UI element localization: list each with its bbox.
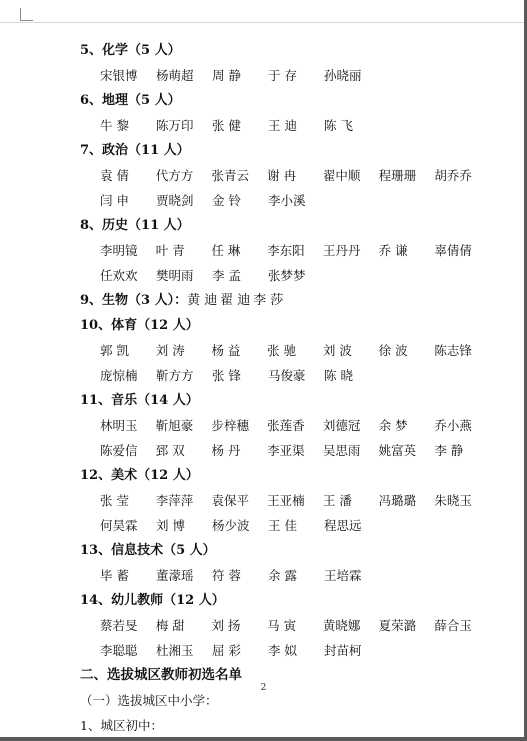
name-list	[80, 413, 490, 438]
teacher-name: 程珊珊	[378, 168, 417, 183]
teacher-name: 程思远	[324, 518, 362, 533]
teacher-name: 刘 博	[156, 518, 185, 533]
teacher-name: 叶 青	[155, 243, 185, 258]
group-heading-biology	[80, 288, 490, 313]
name-list	[80, 113, 490, 138]
teacher-name: 袁 倩	[100, 168, 129, 183]
teacher-name: 贾晓剑	[156, 193, 194, 208]
teacher-name: 周 静	[212, 68, 241, 83]
teacher-name: 徐 波	[378, 343, 408, 358]
teacher-name: 宋银博	[100, 68, 138, 83]
group-heading-chemistry: 5、化学（5 人）	[80, 43, 181, 58]
teacher-name: 张 健	[212, 118, 241, 133]
teacher-name: 胡乔乔	[434, 168, 472, 183]
teacher-name: 靳方方	[156, 368, 194, 383]
teacher-name: 余 梦	[378, 418, 408, 433]
teacher-name: 王 佳	[268, 518, 297, 533]
teacher-name: 代方方	[155, 168, 194, 183]
teacher-name: 李萍萍	[155, 493, 194, 508]
teacher-name: 何昊霖	[100, 518, 138, 533]
name-list	[80, 363, 490, 388]
crop-mark	[20, 8, 33, 21]
teacher-name: 金 铃	[212, 193, 241, 208]
teacher-name: 翟 迪	[220, 293, 251, 308]
name-list	[80, 513, 490, 538]
teacher-name: 樊明雨	[156, 268, 194, 283]
teacher-name: 陈 飞	[324, 118, 353, 133]
biology-heading-label: 9、生物（3 人）：	[80, 293, 188, 308]
name-list	[80, 613, 490, 638]
teacher-name: 陈 晓	[324, 368, 353, 383]
teacher-name: 李亚渠	[267, 443, 305, 458]
teacher-name: 陈爱信	[100, 443, 138, 458]
teacher-name: 辜倩倩	[434, 243, 472, 258]
name-list	[80, 488, 490, 513]
teacher-name: 李聪聪	[100, 643, 138, 658]
teacher-name: 靳旭豪	[155, 418, 194, 433]
teacher-name: 符 蓉	[212, 568, 241, 583]
teacher-name: 张梦梦	[268, 268, 306, 283]
teacher-name: 庞惊楠	[100, 368, 138, 383]
name-list	[80, 638, 490, 663]
teacher-name: 毕 蓄	[100, 568, 129, 583]
group-heading-politics: 7、政治（11 人）	[80, 143, 190, 158]
teacher-name: 任欢欢	[100, 268, 138, 283]
teacher-name: 牛 黎	[100, 118, 129, 133]
teacher-name: 朱晓玉	[434, 493, 472, 508]
teacher-name: 翟中顺	[322, 168, 361, 183]
teacher-name: 郭 凯	[100, 343, 129, 358]
teacher-name: 林明玉	[100, 418, 138, 433]
teacher-name: 李 静	[434, 443, 464, 458]
teacher-name: 杨少波	[212, 518, 250, 533]
name-list	[80, 163, 490, 188]
teacher-name: 李小溪	[268, 193, 306, 208]
teacher-name: 刘 涛	[155, 343, 185, 358]
teacher-name: 马 寅	[267, 618, 297, 633]
name-list	[80, 263, 490, 288]
name-list	[80, 563, 490, 588]
teacher-name: 谢 冉	[267, 168, 297, 183]
teacher-name: 陈志锋	[434, 343, 472, 358]
teacher-name: 李 莎	[253, 293, 284, 308]
teacher-name: 步梓穗	[211, 418, 249, 433]
teacher-name: 刘德冠	[322, 418, 361, 433]
teacher-name: 郅 双	[155, 443, 185, 458]
teacher-name: 夏荣潞	[378, 618, 417, 633]
teacher-name: 马俊豪	[268, 368, 306, 383]
teacher-name: 孙晓丽	[324, 68, 362, 83]
section-heading: 二、选拔城区教师初选名单	[80, 667, 242, 683]
viewer-top-bar	[0, 0, 527, 23]
teacher-name: 张莲香	[267, 418, 305, 433]
group-heading-music: 11、音乐（14 人）	[80, 393, 199, 408]
biology-name-list	[187, 293, 286, 308]
teacher-name: 袁保平	[211, 493, 249, 508]
teacher-name: 董濛瑶	[156, 568, 194, 583]
group-heading-history: 8、历史（11 人）	[80, 218, 190, 233]
teacher-name: 乔小燕	[434, 418, 472, 433]
teacher-name: 于 存	[268, 68, 297, 83]
page-number: 2	[260, 683, 267, 693]
teacher-name: 李东阳	[267, 243, 305, 258]
teacher-name: 封苗柯	[324, 643, 362, 658]
subsection-heading: （一）选拔城区中小学：	[80, 693, 218, 708]
teacher-name: 李 姒	[268, 643, 297, 658]
teacher-name: 薛合玉	[434, 618, 472, 633]
teacher-name: 王培霖	[324, 568, 362, 583]
teacher-name: 刘 波	[322, 343, 352, 358]
teacher-name: 杨萌超	[156, 68, 194, 83]
teacher-name: 余 露	[268, 568, 297, 583]
teacher-name: 屈 彩	[212, 643, 241, 658]
name-list	[80, 238, 490, 263]
teacher-name: 黄晓娜	[322, 618, 361, 633]
teacher-name: 冯璐璐	[378, 493, 417, 508]
teacher-name: 王 潘	[322, 493, 352, 508]
teacher-name: 王 迪	[268, 118, 297, 133]
teacher-name: 梅 甜	[155, 618, 185, 633]
teacher-name: 李 孟	[212, 268, 241, 283]
teacher-name: 吴思雨	[322, 443, 361, 458]
item-heading: 1、城区初中：	[80, 718, 163, 733]
name-list	[80, 63, 490, 88]
group-heading-geography: 6、地理（5 人）	[80, 93, 181, 108]
teacher-name: 杨 丹	[211, 443, 241, 458]
name-list	[80, 438, 490, 463]
teacher-name: 蔡若旻	[100, 618, 138, 633]
teacher-name: 张 锋	[212, 368, 241, 383]
teacher-name: 任 琳	[211, 243, 241, 258]
teacher-name: 黄 迪	[187, 293, 218, 308]
name-list	[80, 188, 490, 213]
teacher-name: 李明镜	[100, 243, 138, 258]
teacher-name: 王丹丹	[322, 243, 361, 258]
group-heading-pe: 10、体育（12 人）	[80, 318, 199, 333]
name-list	[80, 338, 490, 363]
teacher-name: 杨 益	[211, 343, 241, 358]
teacher-name: 陈万印	[156, 118, 194, 133]
document-body	[80, 38, 490, 738]
teacher-name: 闫 申	[100, 193, 129, 208]
group-heading-kindergarten: 14、幼儿教师（12 人）	[80, 593, 225, 608]
group-heading-art: 12、美术（12 人）	[80, 468, 199, 483]
teacher-name: 乔 谦	[378, 243, 408, 258]
group-heading-it: 13、信息技术（5 人）	[80, 543, 216, 558]
teacher-name: 张青云	[211, 168, 249, 183]
teacher-name: 张 莹	[100, 493, 129, 508]
teacher-name: 张 驰	[267, 343, 297, 358]
teacher-name: 王亚楠	[267, 493, 305, 508]
teacher-name: 杜湘玉	[156, 643, 194, 658]
teacher-name: 刘 扬	[211, 618, 241, 633]
teacher-name: 姚富英	[378, 443, 417, 458]
